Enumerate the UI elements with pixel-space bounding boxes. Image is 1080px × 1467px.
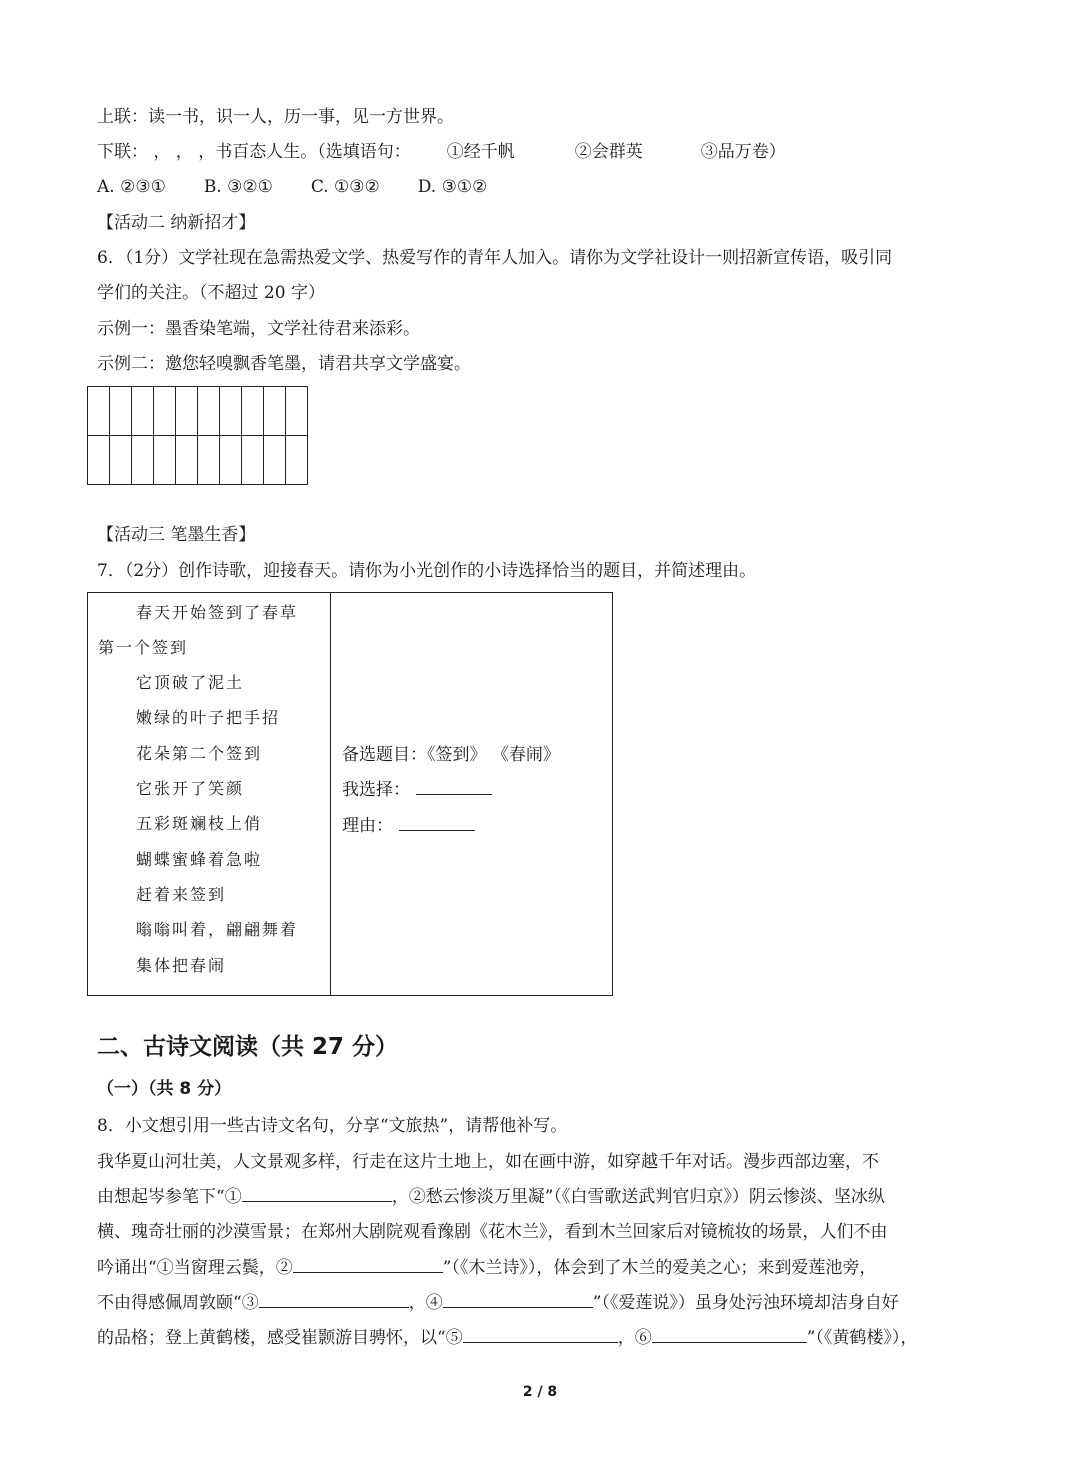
q8-text: 吟诵出“①当窗理云鬓，② (97, 1258, 293, 1278)
grid-cell[interactable] (154, 436, 176, 485)
blank-3[interactable] (259, 1291, 409, 1308)
q8-paragraph-line: 我华夏山河壮美，人文景观多样，行走在这片土地上，如在画中游，如穿越千年对话。漫步西部边塞，不 (97, 1152, 879, 1172)
q6-line2: 学们的关注。（不超过 20 字） (97, 283, 325, 303)
option-3: ③品万卷） (700, 142, 786, 162)
couplet-upper: 上联：读一书，识一人，历一事，见一方世界。 (97, 107, 454, 127)
section2-title: 二、古诗文阅读（共 27 分） (97, 1034, 399, 1060)
q8-text: 由想起岑参笔下“① (97, 1187, 242, 1207)
q6-example1: 示例一：墨香染笔端，文学社待君来添彩。 (97, 319, 420, 339)
candidate-titles: 备选题目：《签到》 《春闹》 (342, 745, 560, 765)
q8-paragraph-line (97, 1184, 885, 1210)
grid-cell[interactable] (286, 436, 308, 485)
grid-cell[interactable] (110, 436, 132, 485)
choice-c: C. ①③② (310, 177, 380, 197)
grid-cell[interactable] (242, 387, 264, 436)
blank-1[interactable] (242, 1185, 392, 1202)
grid-cell[interactable] (88, 387, 110, 436)
my-choice-blank[interactable] (416, 778, 492, 795)
q8-text: ，④ (408, 1293, 443, 1313)
poem-line: 五彩斑斓枝上俏 (136, 814, 263, 833)
choice-row (97, 174, 525, 200)
grid-cell[interactable] (242, 436, 264, 485)
q8-text: ，②愁云惨淡万里凝”（《白雪歌送武判官归京》）阴云惨淡、坚冰纵 (391, 1187, 885, 1207)
poem-line: 春天开始签到了春草 (136, 603, 299, 622)
grid-cell[interactable] (176, 436, 198, 485)
blank-2[interactable] (293, 1256, 443, 1273)
q8-text: ”（《爱莲说》）虽身处污浊环境却洁身自好 (592, 1293, 899, 1313)
q8-paragraph-line: 横、瑰奇壮丽的沙漠雪景；在郑州大剧院观看豫剧《花木兰》，看到木兰回家后对镜梳妆的场景，人们不由 (97, 1222, 888, 1242)
poem-table (87, 592, 613, 996)
q6-example2: 示例二：邀您轻嗅飘香笔墨，请君共享文学盛宴。 (97, 354, 471, 374)
section2-subtitle: （一）（共 8 分） (97, 1079, 232, 1099)
grid-cell[interactable] (220, 387, 242, 436)
grid-cell[interactable] (220, 436, 242, 485)
grid-cell[interactable] (176, 387, 198, 436)
page-number: 2 / 8 (522, 1384, 558, 1400)
option-2: ②会群英 (574, 142, 643, 162)
grid-row (88, 387, 308, 436)
poem-line: 蝴蝶蜜蜂着急啦 (136, 850, 263, 869)
reason-label: 理由： (342, 816, 393, 836)
grid-cell[interactable] (88, 436, 110, 485)
blank-4[interactable] (443, 1291, 593, 1308)
q8-text: 的品格；登上黄鹤楼，感受崔颢游目骋怀，以“⑤ (97, 1328, 463, 1348)
grid-cell[interactable] (198, 387, 220, 436)
q8-prompt: 8．小文想引用一些古诗文名句，分享“文旅热”，请帮他补写。 (97, 1116, 568, 1136)
reason-blank[interactable] (399, 814, 475, 831)
couplet-lower (97, 139, 808, 165)
blank-5[interactable] (463, 1326, 618, 1343)
q8-paragraph-line (97, 1290, 899, 1316)
q8-text: ”（《黄鹤楼》）， (806, 1328, 918, 1348)
grid-cell[interactable] (154, 387, 176, 436)
q8-text: 不由得感佩周敦颐“③ (97, 1293, 259, 1313)
poem-line: 它顶破了泥土 (136, 673, 245, 692)
grid-cell[interactable] (132, 436, 154, 485)
option-1: ①经千帆 (446, 142, 515, 162)
grid-cell[interactable] (132, 387, 154, 436)
blank-6[interactable] (652, 1326, 807, 1343)
q8-text: ，⑥ (617, 1328, 652, 1348)
activity3-heading: 【活动三 笔墨生香】 (97, 525, 256, 545)
grid-row (88, 436, 308, 485)
poem-column (88, 593, 331, 995)
my-choice-label: 我选择： (342, 780, 410, 800)
grid-cell[interactable] (110, 387, 132, 436)
reason-row (342, 814, 475, 838)
grid-cell[interactable] (286, 387, 308, 436)
choice-a: A. ②③① (97, 177, 166, 197)
my-choice-row (342, 778, 492, 802)
grid-cell[interactable] (264, 436, 286, 485)
q6-line1: 6．（1分）文学社现在急需热爱文学、热爱写作的青年人加入。请你为文学社设计一则招新宣传语，吸引同 (97, 248, 893, 268)
couplet-lower-prefix: 下联： ， ， ，书百态人生。（选填语句： (97, 142, 411, 162)
activity2-heading: 【活动二 纳新招才】 (97, 213, 256, 233)
grid-cell[interactable] (198, 436, 220, 485)
poem-line: 嫩绿的叶子把手招 (136, 708, 281, 727)
answer-grid[interactable] (87, 386, 308, 485)
choice-b: B. ③②① (203, 177, 273, 197)
poem-line: 它张开了笑颜 (136, 779, 245, 798)
q8-text: ”（《木兰诗》），体会到了木兰的爱美之心；来到爱莲池旁， (442, 1258, 877, 1278)
grid-cell[interactable] (264, 387, 286, 436)
q7-prompt: 7．（2分）创作诗歌，迎接春天。请你为小光创作的小诗选择恰当的题目，并简述理由。 (97, 561, 757, 581)
poem-line: 嗡嗡叫着，翩翩舞着 (136, 920, 299, 939)
q8-paragraph-line (97, 1255, 876, 1281)
poem-line: 花朵第二个签到 (136, 744, 263, 763)
q8-paragraph-line (97, 1325, 917, 1351)
choice-d: D. ③①② (417, 177, 488, 197)
poem-line: 第一个签到 (98, 638, 189, 657)
poem-line: 赶着来签到 (136, 885, 227, 904)
poem-line: 集体把春闹 (136, 956, 227, 975)
